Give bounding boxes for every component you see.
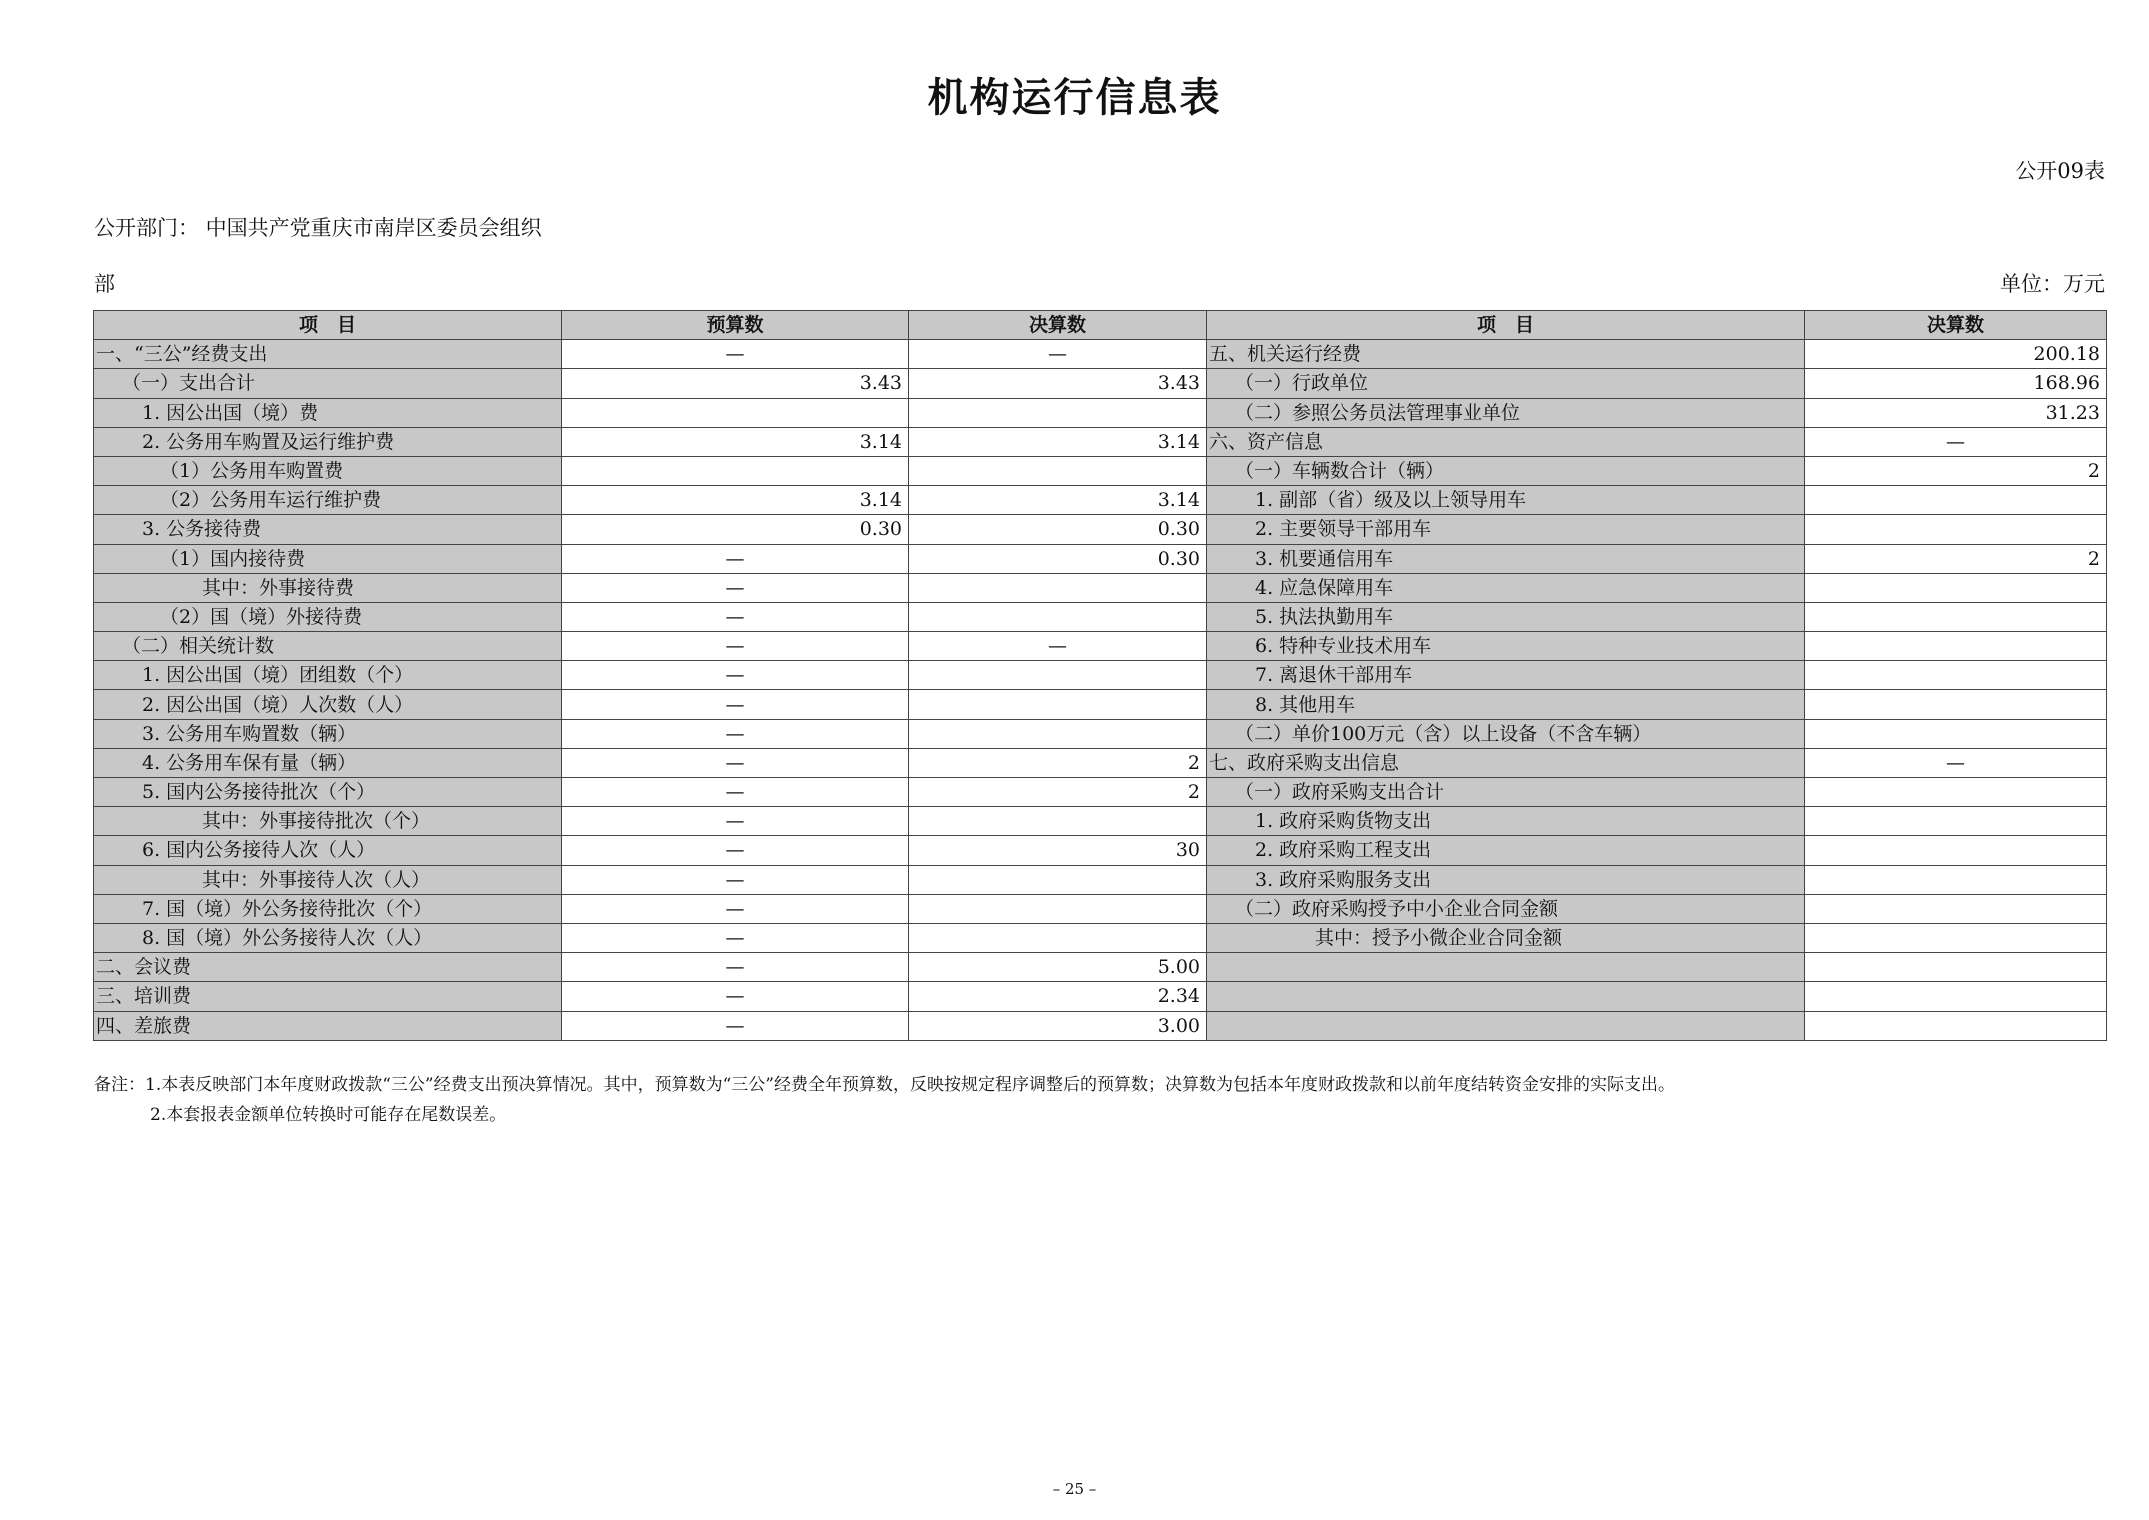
table-row [94,1011,2107,1040]
budget-cell: — [562,573,909,602]
right-final-cell [1805,982,2107,1011]
left-item-cell: （二）相关统计数 [94,632,562,661]
table-row [94,573,2107,602]
budget-cell [562,398,909,427]
final-cell: — [909,632,1207,661]
table-row [94,456,2107,485]
right-final-cell [1805,573,2107,602]
right-item-cell: 七、政府采购支出信息 [1207,748,1805,777]
left-item-cell: （2）国（境）外接待费 [94,602,562,631]
right-final-cell [1805,632,2107,661]
final-cell: 0.30 [909,515,1207,544]
right-item-cell: （二）单价100万元（含）以上设备（不含车辆） [1207,719,1805,748]
right-item-cell [1207,982,1805,1011]
final-cell [909,719,1207,748]
right-item-cell: 5. 执法执勤用车 [1207,602,1805,631]
form-number: 公开09表 [2015,159,2105,183]
final-cell: 0.30 [909,544,1207,573]
budget-cell: — [562,340,909,369]
left-item-cell: 5. 国内公务接待批次（个） [94,778,562,807]
final-cell: 30 [909,836,1207,865]
right-final-cell: 200.18 [1805,340,2107,369]
final-cell: 3.14 [909,486,1207,515]
right-item-cell [1207,953,1805,982]
table-header-row [94,311,2107,340]
budget-cell: — [562,632,909,661]
left-item-cell: 其中：外事接待批次（个） [94,807,562,836]
table-row [94,398,2107,427]
budget-cell: — [562,748,909,777]
right-item-cell: 五、机关运行经费 [1207,340,1805,369]
table-row [94,923,2107,952]
left-item-cell: 1. 因公出国（境）费 [94,398,562,427]
budget-cell: — [562,865,909,894]
left-item-cell: 6. 国内公务接待人次（人） [94,836,562,865]
final-cell [909,865,1207,894]
final-cell [909,456,1207,485]
table-row [94,894,2107,923]
table-row [94,369,2107,398]
budget-cell: 3.14 [562,427,909,456]
right-item-cell: 4. 应急保障用车 [1207,573,1805,602]
right-item-cell: （二）参照公务员法管理事业单位 [1207,398,1805,427]
right-item-cell: 8. 其他用车 [1207,690,1805,719]
budget-cell: — [562,807,909,836]
budget-cell: 3.14 [562,486,909,515]
left-item-cell: （1）国内接待费 [94,544,562,573]
final-cell [909,923,1207,952]
table-row [94,836,2107,865]
table-row [94,661,2107,690]
right-final-cell [1805,486,2107,515]
note-1: 备注：1.本表反映部门本年度财政拨款“三公”经费支出预决算情况。其中，预算数为“三公”经费全年预算数，反映按规定程序调整后的预算数；决算数为包括本年度财政拨款和以前年度结转资金安排的实际支出。 [94,1075,1675,1095]
table-row [94,982,2107,1011]
left-item-cell: 1. 因公出国（境）团组数（个） [94,661,562,690]
right-final-cell [1805,953,2107,982]
right-item-cell: 其中：授予小微企业合同金额 [1207,923,1805,952]
info-table [93,310,2107,1041]
final-cell [909,398,1207,427]
left-item-cell: 其中：外事接待人次（人） [94,865,562,894]
note-2: 2.本套报表金额单位转换时可能存在尾数误差。 [150,1105,507,1125]
right-final-cell [1805,923,2107,952]
department-label-continued: 部 [94,272,115,296]
unit-label: 单位：万元 [2000,272,2105,296]
right-final-cell: — [1805,427,2107,456]
right-final-cell: 2 [1805,544,2107,573]
right-item-cell: 六、资产信息 [1207,427,1805,456]
table-row [94,427,2107,456]
final-cell [909,894,1207,923]
left-item-cell: 3. 公务用车购置数（辆） [94,719,562,748]
budget-cell: 0.30 [562,515,909,544]
right-final-cell [1805,778,2107,807]
budget-cell: — [562,661,909,690]
right-item-cell: 1. 政府采购货物支出 [1207,807,1805,836]
right-final-cell: 2 [1805,456,2107,485]
notes [94,1070,1675,1130]
budget-cell: — [562,602,909,631]
table-row [94,544,2107,573]
left-item-cell: 2. 公务用车购置及运行维护费 [94,427,562,456]
budget-cell: — [562,544,909,573]
left-item-cell: 8. 国（境）外公务接待人次（人） [94,923,562,952]
final-cell: — [909,340,1207,369]
budget-cell: — [562,719,909,748]
table-row [94,807,2107,836]
table-row [94,778,2107,807]
table-row [94,486,2107,515]
left-item-cell: 其中：外事接待费 [94,573,562,602]
left-item-cell: 三、培训费 [94,982,562,1011]
budget-cell: — [562,836,909,865]
final-cell [909,807,1207,836]
budget-cell: — [562,690,909,719]
right-item-cell: 2. 政府采购工程支出 [1207,836,1805,865]
left-item-cell: 7. 国（境）外公务接待批次（个） [94,894,562,923]
final-cell [909,602,1207,631]
left-item-cell: 3. 公务接待费 [94,515,562,544]
right-item-cell: 3. 机要通信用车 [1207,544,1805,573]
table-row [94,602,2107,631]
left-item-cell: 二、会议费 [94,953,562,982]
table-row [94,865,2107,894]
budget-cell: — [562,1011,909,1040]
header-budget: 预算数 [562,311,909,340]
right-final-cell [1805,807,2107,836]
budget-cell: — [562,778,909,807]
left-item-cell: 4. 公务用车保有量（辆） [94,748,562,777]
header-right-item: 项 目 [1207,311,1805,340]
left-item-cell: 一、“三公”经费支出 [94,340,562,369]
right-final-cell [1805,661,2107,690]
final-cell: 3.43 [909,369,1207,398]
budget-cell: 3.43 [562,369,909,398]
left-item-cell: 2. 因公出国（境）人次数（人） [94,690,562,719]
left-item-cell: （2）公务用车运行维护费 [94,486,562,515]
final-cell: 3.14 [909,427,1207,456]
right-final-cell [1805,515,2107,544]
left-item-cell: （1）公务用车购置费 [94,456,562,485]
table-row [94,953,2107,982]
right-final-cell [1805,865,2107,894]
right-final-cell [1805,836,2107,865]
final-cell: 2 [909,778,1207,807]
header-right-final: 决算数 [1805,311,2107,340]
final-cell: 2.34 [909,982,1207,1011]
right-item-cell: 7. 离退休干部用车 [1207,661,1805,690]
final-cell: 2 [909,748,1207,777]
table-row [94,340,2107,369]
right-item-cell: （二）政府采购授予中小企业合同金额 [1207,894,1805,923]
table-row [94,748,2107,777]
right-item-cell: （一）政府采购支出合计 [1207,778,1805,807]
final-cell [909,661,1207,690]
right-final-cell: 31.23 [1805,398,2107,427]
table-row [94,690,2107,719]
page-number: – 25 – [1052,1480,1097,1498]
final-cell [909,690,1207,719]
right-item-cell: 6. 特种专业技术用车 [1207,632,1805,661]
right-item-cell: 1. 副部（省）级及以上领导用车 [1207,486,1805,515]
budget-cell [562,456,909,485]
final-cell: 5.00 [909,953,1207,982]
header-left-item: 项 目 [94,311,562,340]
table-row [94,632,2107,661]
table-row [94,719,2107,748]
table-row [94,515,2107,544]
right-final-cell [1805,602,2107,631]
budget-cell: — [562,894,909,923]
right-item-cell: 3. 政府采购服务支出 [1207,865,1805,894]
budget-cell: — [562,953,909,982]
right-item-cell: （一）行政单位 [1207,369,1805,398]
final-cell [909,573,1207,602]
right-final-cell: — [1805,748,2107,777]
right-final-cell [1805,1011,2107,1040]
left-item-cell: 四、差旅费 [94,1011,562,1040]
right-item-cell [1207,1011,1805,1040]
right-final-cell [1805,894,2107,923]
right-item-cell: 2. 主要领导干部用车 [1207,515,1805,544]
header-final: 决算数 [909,311,1207,340]
budget-cell: — [562,923,909,952]
right-item-cell: （一）车辆数合计（辆） [1207,456,1805,485]
right-final-cell: 168.96 [1805,369,2107,398]
right-final-cell [1805,719,2107,748]
page-title: 机构运行信息表 [927,75,1222,121]
right-final-cell [1805,690,2107,719]
final-cell: 3.00 [909,1011,1207,1040]
budget-cell: — [562,982,909,1011]
left-item-cell: （一）支出合计 [94,369,562,398]
department-label: 公开部门： 中国共产党重庆市南岸区委员会组织 [94,216,542,240]
